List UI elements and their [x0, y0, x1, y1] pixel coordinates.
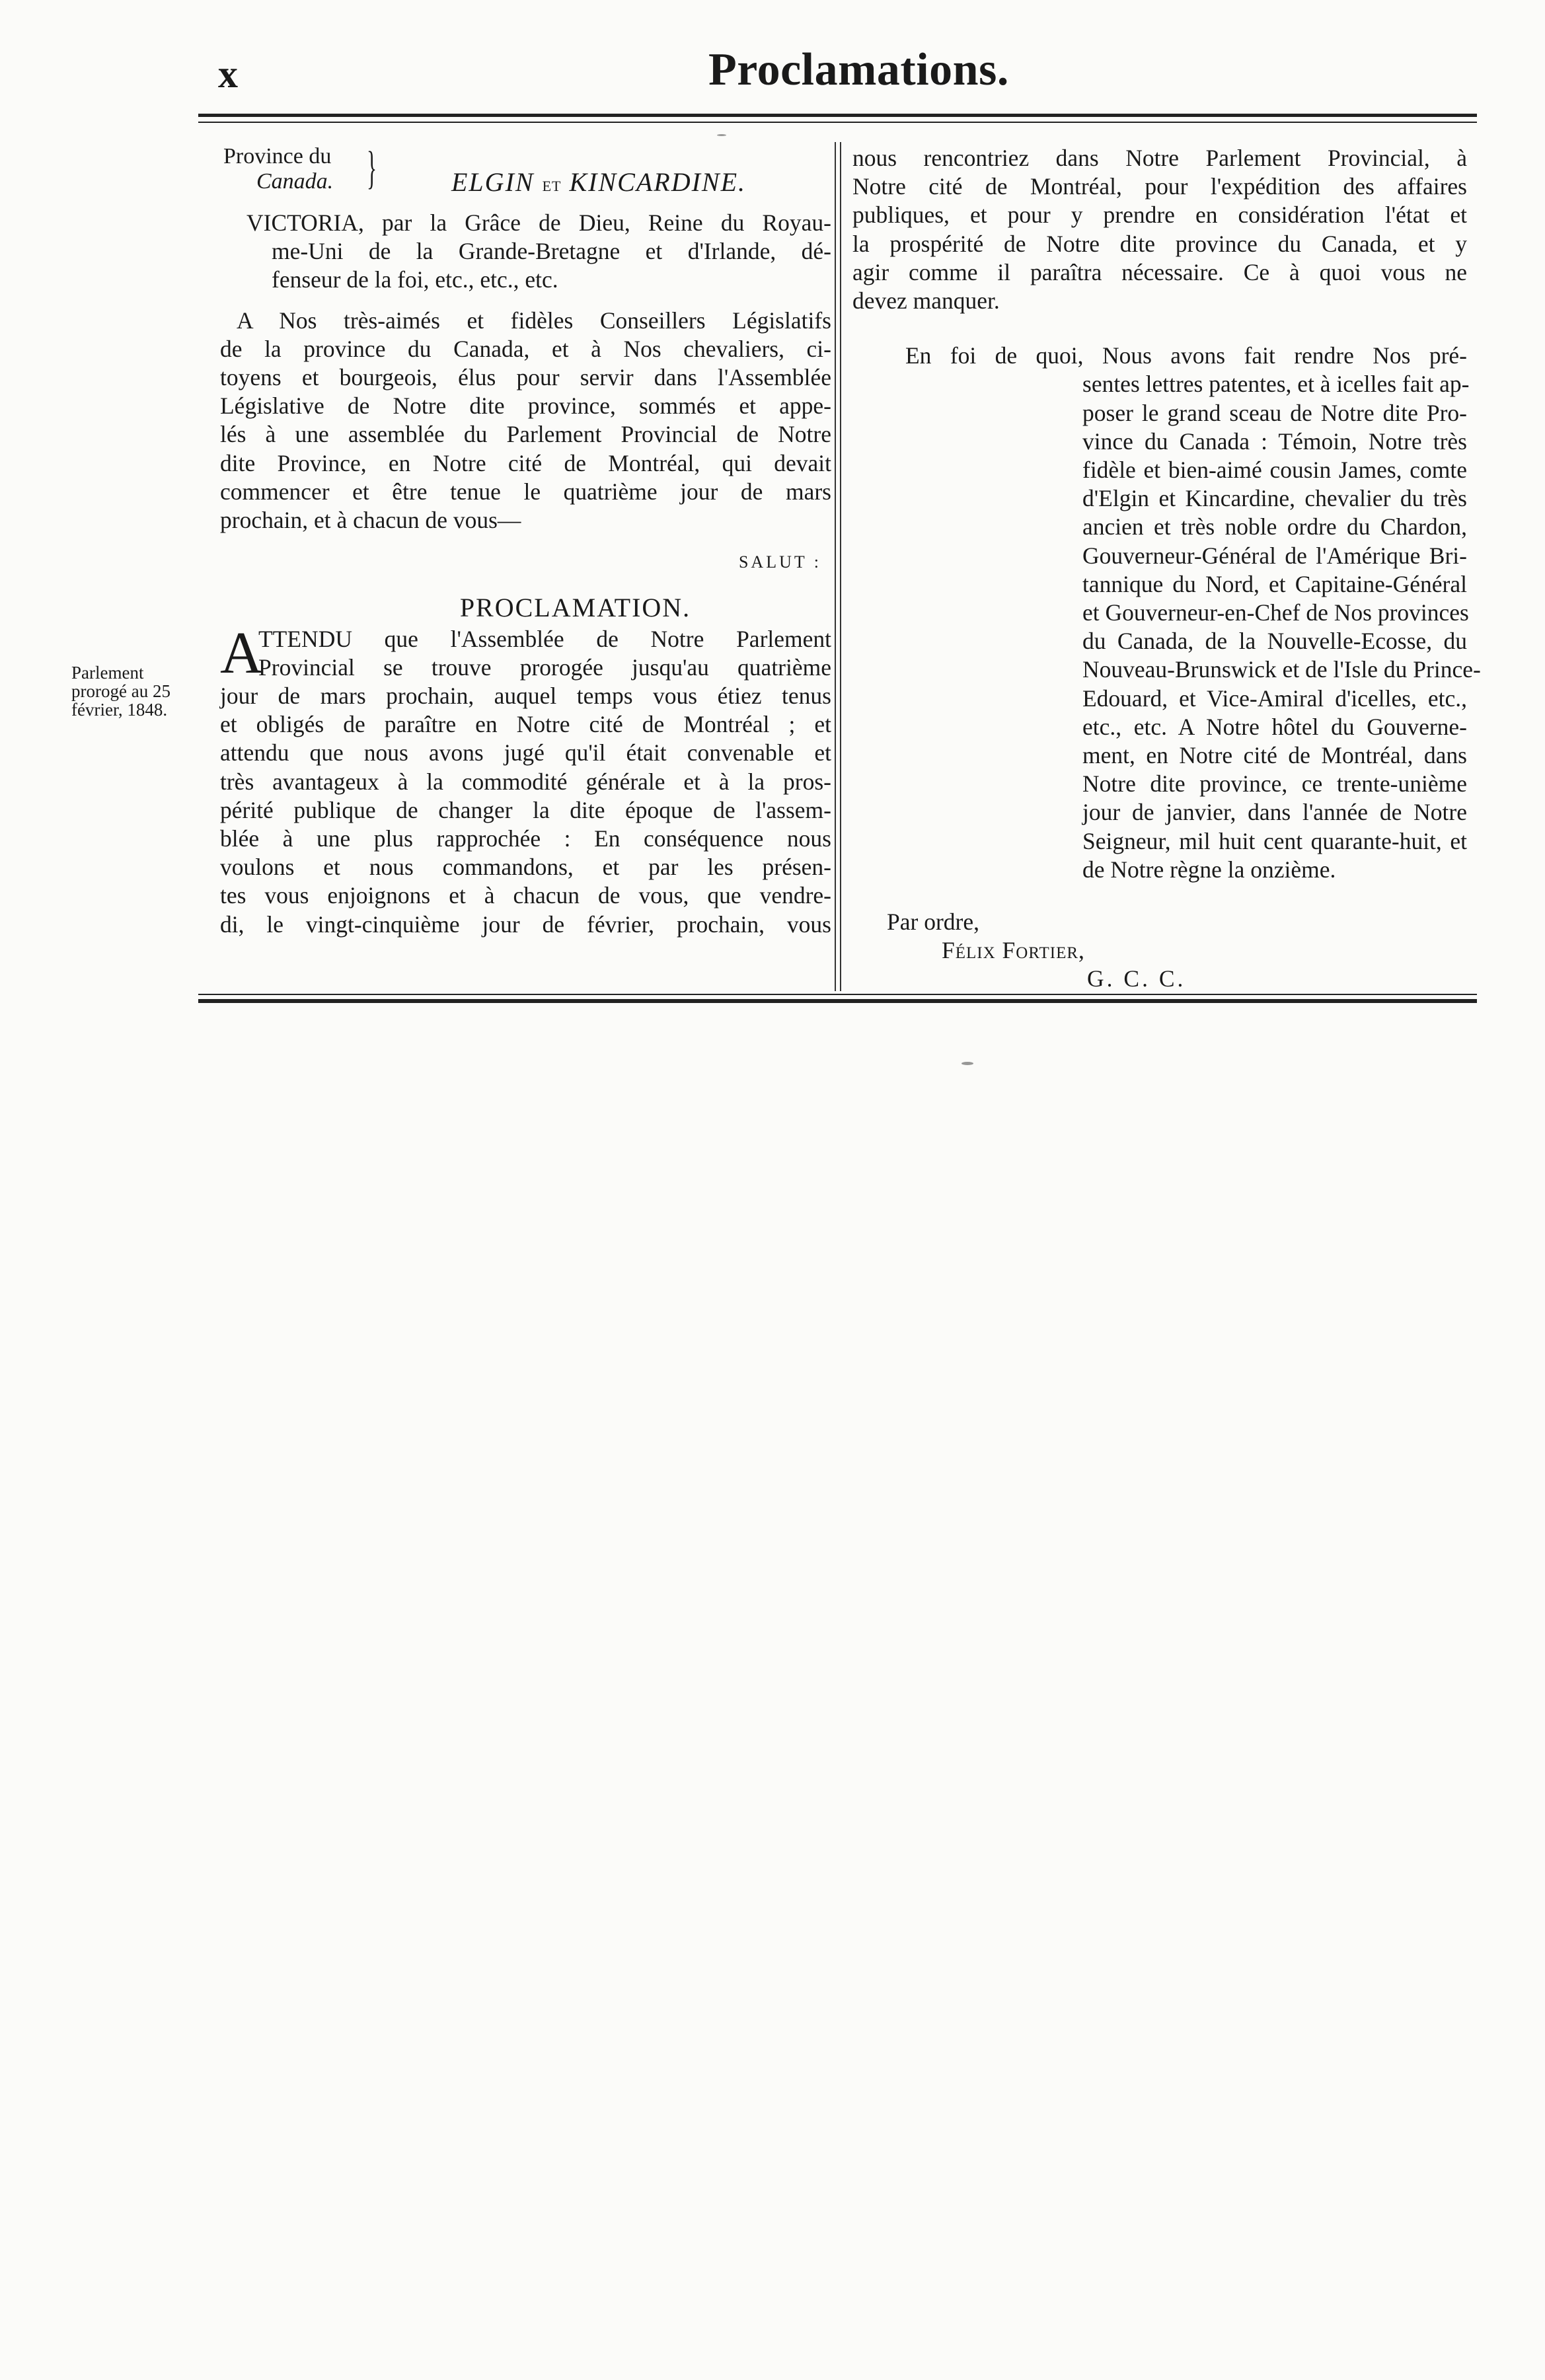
text-line: jour de mars prochain, auquel temps vous étiez tenus: [220, 683, 831, 710]
text-line: Législative de Notre dite province, sommés et appe-: [220, 392, 831, 420]
text-line: vince du Canada : Témoin, Notre très: [1082, 428, 1467, 455]
text-line: périté publique de changer la dite époque de l'assem-: [220, 796, 831, 823]
en-foi-body: [852, 370, 1481, 884]
text-line: commencer et être tenue le quatrième jour de mars: [220, 478, 831, 505]
proclamation-header: [220, 144, 831, 204]
signatory-title: G. C. C.: [1087, 965, 1186, 992]
text-line: Seigneur, mil huit cent quarante-huit, et: [1082, 827, 1467, 854]
text-line: et Gouverneur-en-Chef de Nos provinces: [1082, 599, 1469, 626]
text-line: jour de janvier, dans l'année de Notre: [1082, 799, 1467, 826]
text-line: lés à une assemblée du Parlement Provincial de Notre: [220, 421, 831, 448]
signatory-name: Félix Fortier,: [942, 937, 1085, 964]
text-line: la prospérité de Notre dite province du Canada, et y: [852, 230, 1467, 257]
text-line: de la province du Canada, et à Nos chevaliers, ci-: [220, 335, 831, 362]
text-line: Notre cité de Montréal, pour l'expédition des affaires: [852, 173, 1467, 200]
text-line: dite Province, en Notre cité de Montréal, qui devait: [220, 449, 831, 476]
text-line: toyens et bourgeois, élus pour servir dans l'Assemblée: [220, 364, 831, 391]
text-line: tes vous enjoignons et à chacun de vous, que vendre-: [220, 882, 831, 909]
en-foi-paragraph: [852, 342, 1481, 884]
salut: SALUT :: [738, 552, 821, 572]
left-column: [220, 144, 831, 939]
text-line: TTENDU que l'Assemblée de Notre Parlement: [258, 625, 831, 652]
column-divider: [835, 142, 843, 991]
brace-icon: }: [367, 143, 377, 194]
text-line: En foi de quoi, Nous avons fait rendre Nos pré-: [905, 342, 1467, 369]
proclamation-title: PROCLAMATION.: [459, 593, 691, 623]
province-label: [223, 144, 333, 194]
running-head: Proclamations.: [708, 44, 1009, 95]
text-line: blée à une plus rapprochée : En conséquence nous: [220, 825, 831, 852]
margin-note-line: Parlement: [71, 663, 144, 683]
text-line: ment, en Notre cité de Montréal, dans: [1082, 742, 1467, 769]
continuation-paragraph: [852, 144, 1467, 315]
text-line: Gouverneur-Général de l'Amérique Bri-: [1082, 542, 1467, 569]
text-line: devez manquer.: [852, 287, 1000, 315]
text-line: Notre dite province, ce trente-unième: [1082, 770, 1467, 798]
text-line: d'Elgin et Kincardine, chevalier du très: [1082, 485, 1467, 512]
text-line: publiques, et pour y prendre en considération l'état et: [852, 202, 1467, 229]
margin-note-line: février, 1848.: [71, 700, 168, 720]
text-line: sentes lettres patentes, et à icelles fait ap-: [1082, 371, 1470, 398]
margin-note-line: prorogé au 25: [71, 681, 170, 701]
text-line: prochain, et à chacun de vous—: [220, 507, 521, 534]
text-line: A Nos très-aimés et fidèles Conseillers Législatifs: [237, 307, 831, 334]
text-line: voulons et nous commandons, et par les présen-: [220, 854, 831, 881]
text-line: me-Uni de la Grande-Bretagne et d'Irlande, dé-: [272, 238, 831, 265]
right-column: [852, 144, 1481, 994]
signatory: [852, 936, 1467, 965]
ink-speck: [717, 134, 726, 136]
kincardine-name: KINCARDINE.: [569, 167, 747, 197]
text-line: fidèle et bien-aimé cousin James, comte: [1082, 457, 1467, 484]
par-ordre: Par ordre,: [887, 909, 979, 936]
text-line: etc., etc. A Notre hôtel du Gouverne-: [1082, 713, 1467, 740]
page-number: x: [218, 52, 238, 96]
province-line: Province du: [223, 144, 332, 168]
text-line: fenseur de la foi, etc., etc., etc.: [272, 266, 558, 293]
text-line: Nouveau-Brunswick et de l'Isle du Prince-: [1082, 656, 1481, 683]
address-paragraph: [220, 307, 831, 535]
text-line: agir comme il paraîtra nécessaire. Ce à quoi vous ne: [852, 258, 1467, 285]
et-conjunction: ET: [542, 178, 562, 194]
text-line: VICTORIA, par la Grâce de Dieu, Reine du Royau-: [246, 209, 831, 236]
governor-title: [451, 168, 746, 200]
victoria-paragraph-cont: [220, 237, 831, 294]
text-line: et obligés de paraître en Notre cité de Montréal ; et: [220, 711, 831, 738]
drop-cap: A: [220, 620, 263, 686]
margin-note: [71, 663, 204, 719]
province-line: Canada.: [256, 169, 334, 194]
text-line: du Canada, de la Nouvelle-Ecosse, du: [1082, 628, 1467, 655]
victoria-paragraph: [220, 209, 831, 237]
text-line: attendu que nous avons jugé qu'il était convenable et: [220, 739, 831, 766]
bottom-double-rule: [198, 994, 1477, 1007]
text-line: tannique du Nord, et Capitaine-Général: [1082, 570, 1467, 597]
top-double-rule: [198, 114, 1477, 127]
attendu-paragraph: [220, 620, 831, 939]
text-line: de Notre règne la onzième.: [1082, 856, 1336, 883]
text-line: di, le vingt-cinquième jour de février, prochain, vous: [220, 911, 831, 938]
text-line: très avantageux à la commodité générale et à la pros-: [220, 768, 831, 795]
text-line: Provincial se trouve prorogée jusqu'au quatrième: [258, 653, 831, 681]
ink-speck: [961, 1062, 973, 1065]
text-line: poser le grand sceau de Notre dite Pro-: [1082, 399, 1467, 426]
text-line: nous rencontriez dans Notre Parlement Provincial, à: [852, 145, 1467, 171]
elgin-name: ELGIN: [451, 167, 535, 197]
text-line: Edouard, et Vice-Amiral d'icelles, etc.,: [1082, 685, 1467, 712]
text-line: ancien et très noble ordre du Chardon,: [1082, 513, 1467, 540]
